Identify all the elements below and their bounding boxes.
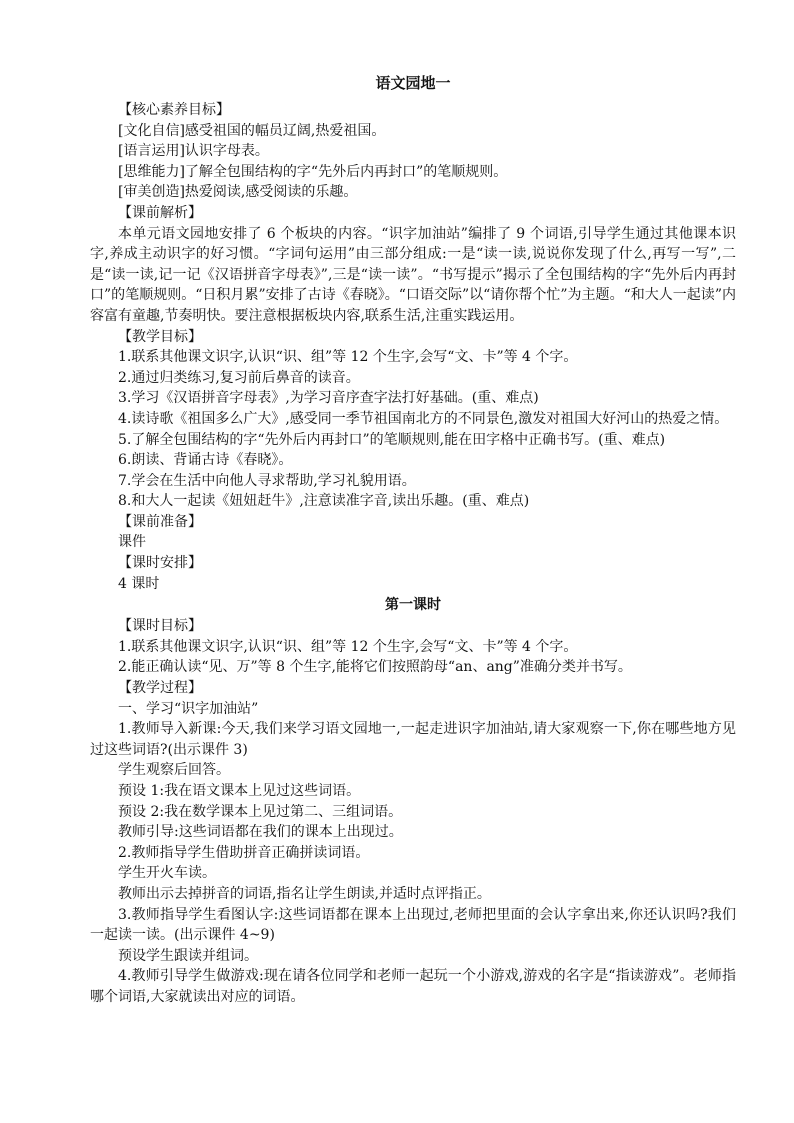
process-step: 2.教师指导学生借助拼音正确拼读词语。 [118, 844, 370, 861]
teach-goal-item: 5.了解全包围结构的字“先外后内再封口”的笔顺规则,能在田字格中正确书写。(重、难点) [118, 431, 666, 448]
section-head-core-goals: 【核心素养目标】 [118, 102, 230, 118]
process-step: 预设 2:我在数学课本上见过第二、三组词语。 [118, 803, 403, 820]
process-step: 学生观察后回答。 [118, 762, 230, 779]
teach-goal-item: 3.学习《汉语拼音字母表》,为学习音序查字法打好基础。(重、难点) [118, 390, 539, 407]
lesson-goal-item: 1.联系其他课文识字,认识“识、组”等 12 个生字,会写“文、卡”等 4 个字。 [118, 638, 578, 655]
teach-goal-item: 2.通过归类练习,复习前后鼻音的读音。 [118, 369, 360, 386]
prep-text: 课件 [118, 534, 146, 551]
process-step: 一、学习“识字加油站” [118, 700, 259, 717]
process-step: 预设学生跟读并组词。 [118, 947, 258, 964]
process-step: 4.教师引导学生做游戏:现在请各位同学和老师一起玩一个小游戏,游戏的名字是“指读游戏”。老师指哪个词语,大家就读出对应的词语。 [90, 968, 736, 1005]
lesson-title: 第一课时 [385, 597, 441, 614]
core-goal-item: [思维能力]了解全包围结构的字“先外后内再封口”的笔顺规则。 [118, 163, 508, 180]
process-step: 教师出示去掉拼音的词语,指名让学生朗读,并适时点评指正。 [118, 885, 491, 902]
teach-goal-item: 7.学会在生活中向他人寻求帮助,学习礼貌用语。 [118, 472, 416, 489]
teach-goal-item: 8.和大人一起读《妞妞赶牛》,注意读准字音,读出乐趣。(重、难点) [118, 493, 530, 510]
core-goal-item: [语言运用]认识字母表。 [118, 143, 269, 160]
core-goal-item: [文化自信]感受祖国的幅员辽阔,热爱祖国。 [118, 122, 386, 139]
process-step: 学生开火车读。 [118, 865, 216, 882]
section-head-schedule: 【课时安排】 [118, 555, 202, 572]
process-step: 教师引导:这些词语都在我们的课本上出现过。 [118, 824, 403, 841]
section-head-prep: 【课前准备】 [118, 513, 202, 530]
section-head-lesson-goals: 【课时目标】 [118, 618, 202, 635]
lesson-goal-item: 2.能正确认读“见、万”等 8 个生字,能将它们按照韵母“an、ang”准确分类并书写。 [118, 659, 632, 676]
process-step: 3.教师指导学生看图认字:这些词语都在课本上出现过,老师把里面的会认字拿出来,你还认识吗?我们一起读一读。(出示课件 4~9) [90, 906, 736, 944]
teach-goal-item: 1.联系其他课文识字,认识“识、组”等 12 个生字,会写“文、卡”等 4 个字。 [118, 349, 578, 366]
process-step: 1.教师导入新课:今天,我们来学习语文园地一,一起走进识字加油站,请大家观察一下,你在哪些地方见过这些词语?(出示课件 3) [90, 721, 736, 758]
schedule-text: 4 课时 [118, 575, 160, 592]
section-head-teach-goals: 【教学目标】 [118, 328, 202, 345]
section-head-process: 【教学过程】 [118, 680, 202, 697]
page-title: 语文园地一 [375, 74, 451, 92]
analysis-paragraph: 本单元语文园地安排了 6 个板块的内容。“识字加油站”编排了 9 个词语,引导学生通过其他课本识字,养成主动识字的好习惯。“字词句运用”由三部分组成:一是“读一读,说说你发现了什么,再写一写”,二是“读一读,记一记《汉语拼音字母表》”,三是“读一读”。“书写提示”揭示了全包围结构的字“先外后内再封口”的笔顺规则。“日积月累”安排了古诗《春晓》。“口语交际”以“请你帮个忙”为主题。“和大人一起读”内容富有童趣,节奏明快。要注意根据板块内容,联系生活,注重实践运用。 [90, 225, 736, 324]
core-goal-item: [审美创造]热爱阅读,感受阅读的乐趣。 [118, 184, 358, 201]
teach-goal-item: 4.读诗歌《祖国多么广大》,感受同一季节祖国南北方的不同景色,激发对祖国大好河山的热爱之情。 [118, 410, 729, 427]
document-page [90, 72, 736, 1008]
process-step: 预设 1:我在语文课本上见过这些词语。 [118, 783, 361, 799]
section-head-analysis: 【课前解析】 [118, 204, 202, 221]
teach-goal-item: 6.朗读、背诵古诗《春晓》。 [118, 452, 293, 469]
